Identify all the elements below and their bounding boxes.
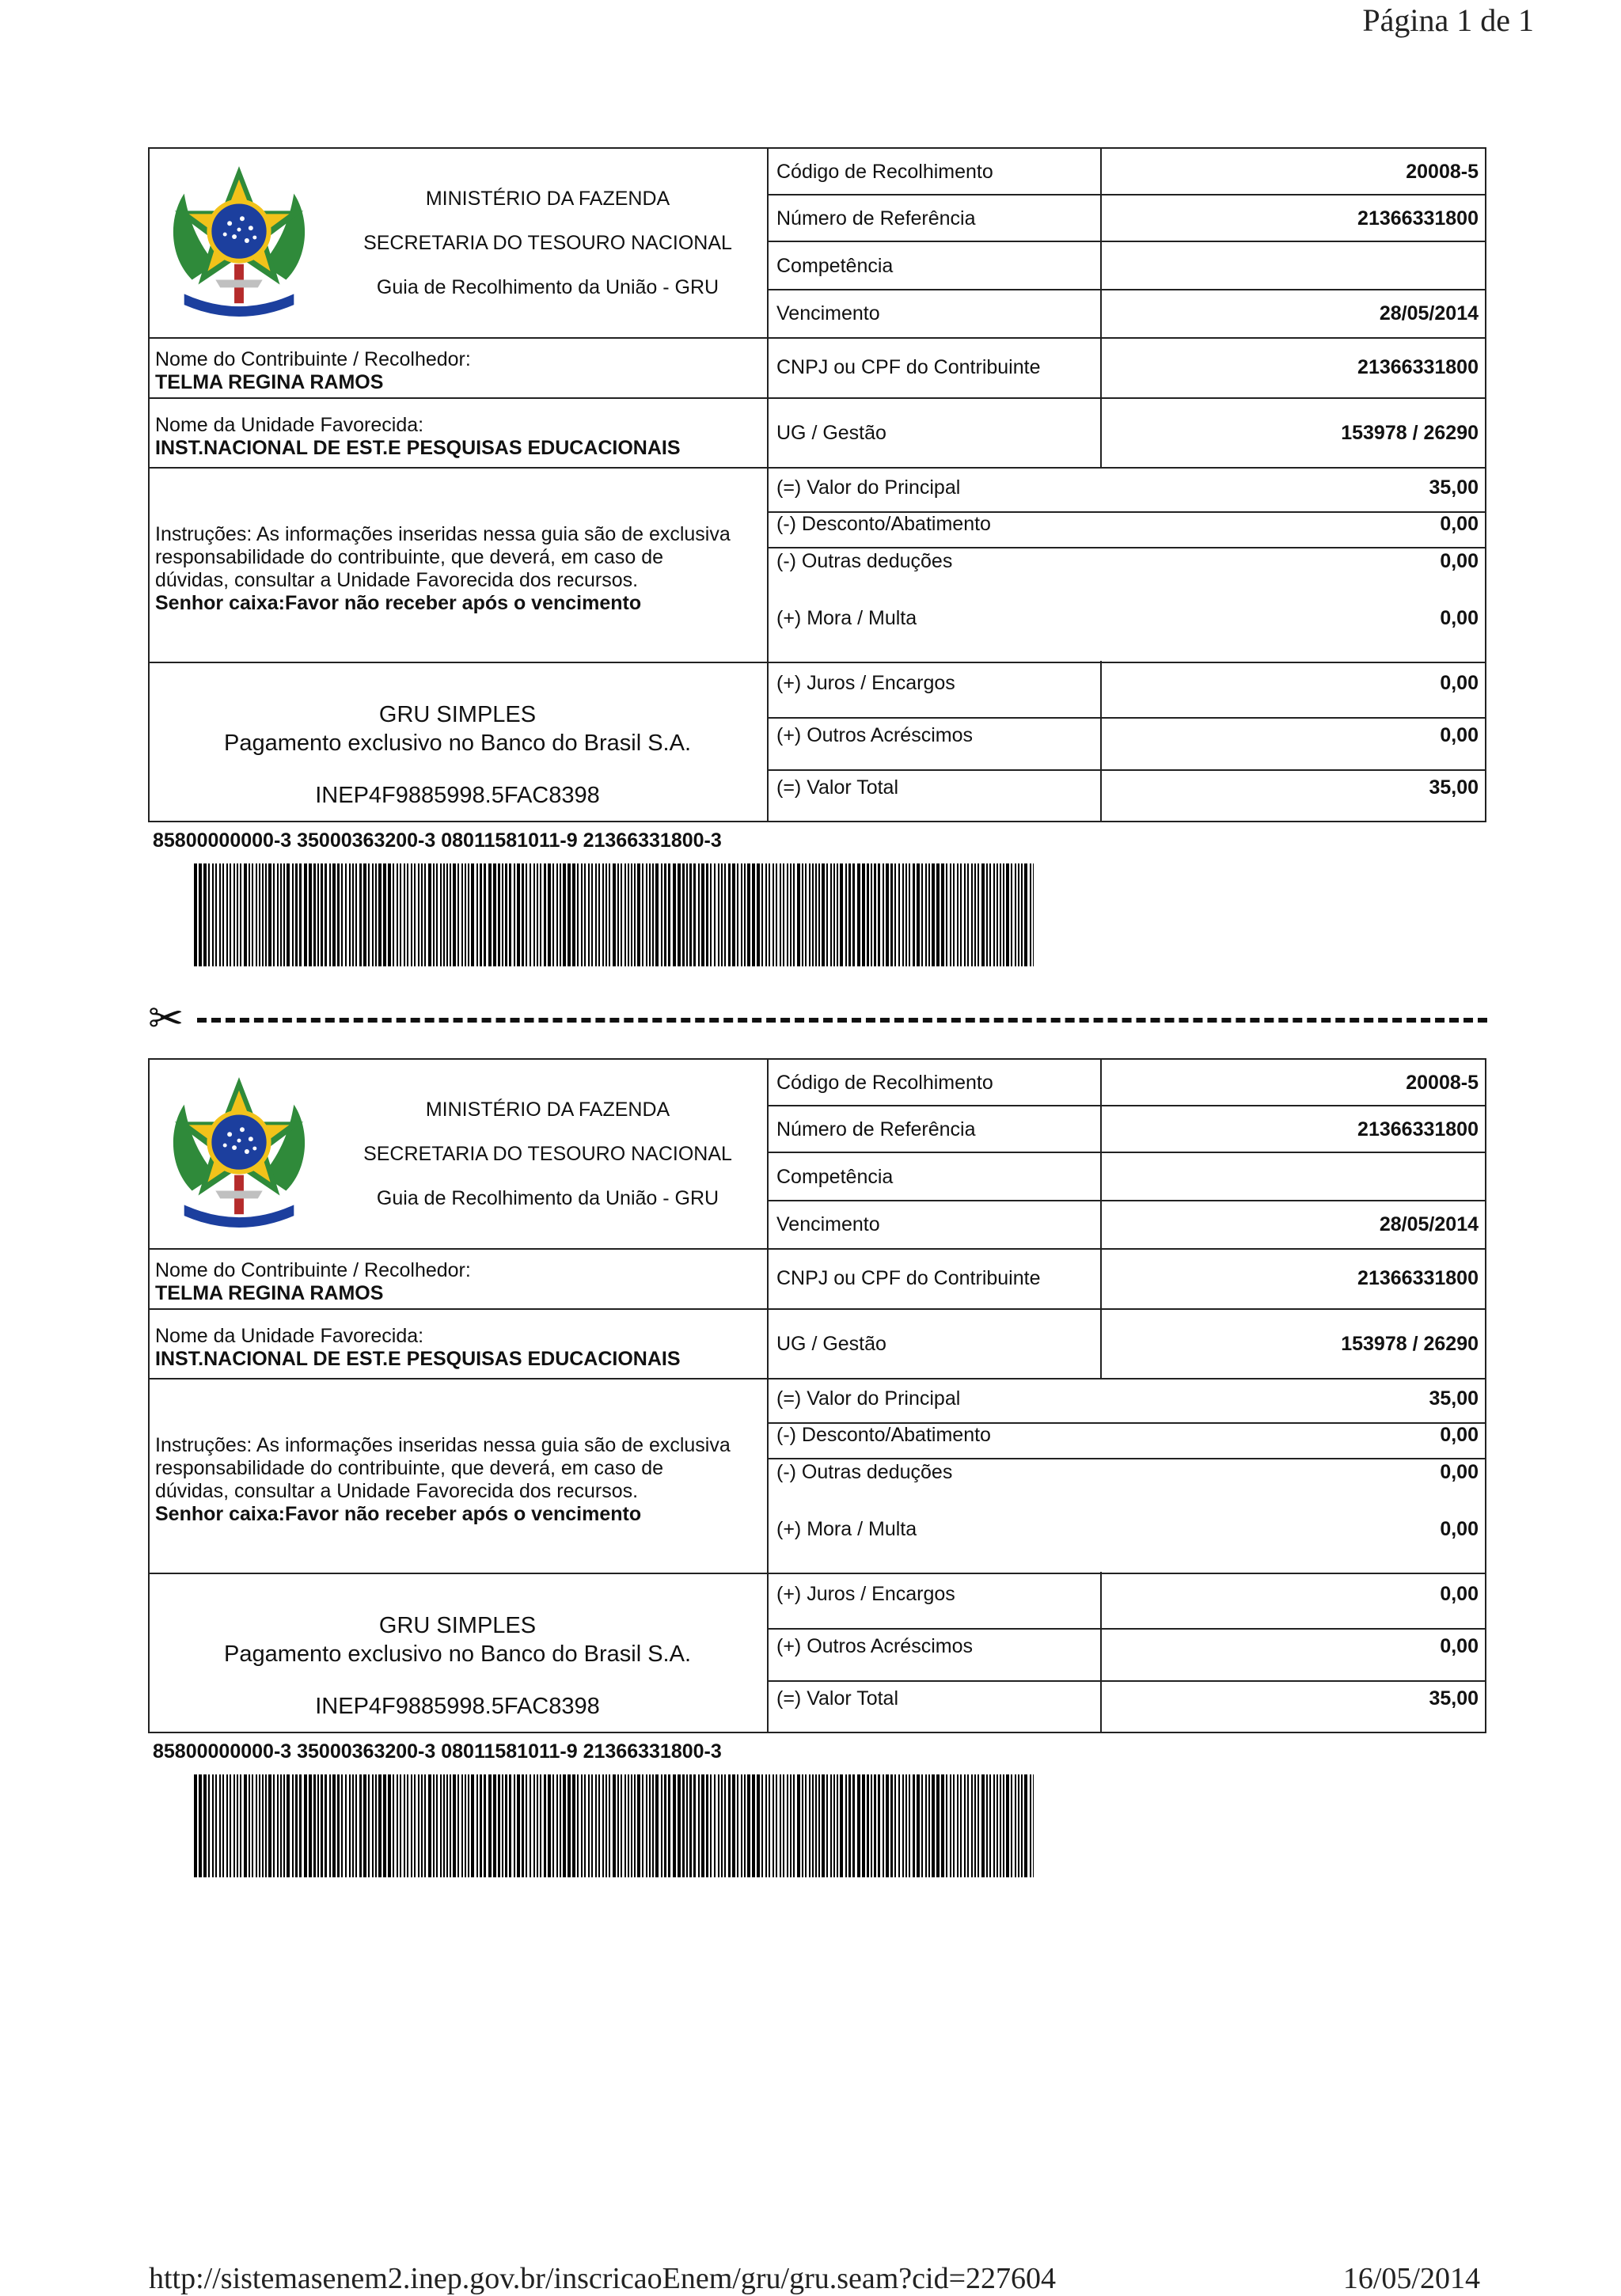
org-line-1: MINISTÉRIO DA FAZENDA <box>425 188 670 210</box>
total-value: 35,00 <box>1429 1687 1479 1710</box>
center-divider <box>767 147 769 822</box>
deducoes-label: (-) Outras deduções <box>776 550 953 572</box>
referencia-value: 21366331800 <box>1357 207 1479 230</box>
row-divider <box>767 1628 1486 1630</box>
org-line-2: SECRETARIA DO TESOURO NACIONAL <box>363 1143 732 1165</box>
referencia-label: Número de Referência <box>776 207 976 230</box>
row-divider <box>767 1105 1486 1106</box>
mora-value: 0,00 <box>1440 1518 1479 1540</box>
desconto-value: 0,00 <box>1440 513 1479 535</box>
contribuinte-label: Nome do Contribuinte / Recolhedor: <box>155 348 471 370</box>
row-divider <box>148 467 1486 469</box>
referencia-value: 21366331800 <box>1357 1118 1479 1140</box>
principal-label: (=) Valor do Principal <box>776 1387 961 1410</box>
unidade-label: Nome da Unidade Favorecida: <box>155 414 424 436</box>
codigo-value: 20008-5 <box>1406 161 1479 183</box>
juros-label: (+) Juros / Encargos <box>776 672 955 694</box>
page-counter: Página 1 de 1 <box>1362 2 1534 38</box>
competencia-label: Competência <box>776 1166 894 1188</box>
org-line-2: SECRETARIA DO TESOURO NACIONAL <box>363 232 732 254</box>
row-divider <box>767 717 1486 719</box>
mora-label: (+) Mora / Multa <box>776 607 917 629</box>
gru-banco: Pagamento exclusivo no Banco do Brasil S.A. <box>224 1641 691 1667</box>
deducoes-label: (-) Outras deduções <box>776 1461 953 1483</box>
juros-value: 0,00 <box>1440 1583 1479 1605</box>
deducoes-value: 0,00 <box>1440 1461 1479 1483</box>
principal-value: 35,00 <box>1429 1387 1479 1410</box>
row-divider <box>148 1378 1486 1379</box>
codigo-label: Código de Recolhimento <box>776 161 993 183</box>
instrucoes-caixa: Senhor caixa:Favor não receber após o vencimento <box>155 592 642 614</box>
cnpj-label: CNPJ ou CPF do Contribuinte <box>776 356 1041 378</box>
row-divider <box>148 1573 1486 1574</box>
instrucoes-caixa: Senhor caixa:Favor não receber após o vencimento <box>155 1503 642 1525</box>
contribuinte-label: Nome do Contribuinte / Recolhedor: <box>155 1259 471 1281</box>
instrucoes-line-1: Instruções: As informações inseridas nessa guia são de exclusiva <box>155 523 731 545</box>
desconto-label: (-) Desconto/Abatimento <box>776 513 991 535</box>
row-divider <box>767 194 1486 195</box>
acrescimos-value: 0,00 <box>1440 724 1479 746</box>
contribuinte-nome: TELMA REGINA RAMOS <box>155 371 384 393</box>
referencia-label: Número de Referência <box>776 1118 976 1140</box>
cnpj-value: 21366331800 <box>1357 1267 1479 1289</box>
codigo-value: 20008-5 <box>1406 1072 1479 1094</box>
total-value: 35,00 <box>1429 776 1479 799</box>
brazil-coat-of-arms-icon <box>161 161 317 320</box>
gru-guia-2 <box>148 1058 1486 1763</box>
juros-value: 0,00 <box>1440 672 1479 694</box>
ug-label: UG / Gestão <box>776 422 886 444</box>
ug-divider-fix <box>1100 419 1102 467</box>
row-divider <box>767 547 1486 548</box>
row-divider <box>767 1152 1486 1153</box>
barcode <box>194 863 1034 966</box>
barcode <box>194 1774 1034 1877</box>
vencimento-label: Vencimento <box>776 302 880 324</box>
cut-line <box>148 995 1490 1042</box>
desconto-label: (-) Desconto/Abatimento <box>776 1424 991 1446</box>
row-divider <box>767 289 1486 290</box>
cnpj-label: CNPJ ou CPF do Contribuinte <box>776 1267 1041 1289</box>
acrescimos-label: (+) Outros Acréscimos <box>776 724 973 746</box>
competencia-label: Competência <box>776 255 894 277</box>
instrucoes-line-3: dúvidas, consultar a Unidade Favorecida dos recursos. <box>155 1480 639 1502</box>
unidade-label: Nome da Unidade Favorecida: <box>155 1325 424 1347</box>
acrescimos-label: (+) Outros Acréscimos <box>776 1635 973 1657</box>
vencimento-value: 28/05/2014 <box>1379 1213 1479 1235</box>
vencimento-value: 28/05/2014 <box>1379 302 1479 324</box>
desconto-value: 0,00 <box>1440 1424 1479 1446</box>
principal-value: 35,00 <box>1429 476 1479 499</box>
total-label: (=) Valor Total <box>776 776 899 799</box>
instrucoes-line-2: responsabilidade do contribuinte, que deverá, em caso de <box>155 1457 664 1479</box>
value-divider-bottom <box>1100 661 1102 822</box>
footer-url: http://sistemasenem2.inep.gov.br/inscricaoEnem/gru/gru.seam?cid=227604 <box>149 2262 1057 2295</box>
vencimento-label: Vencimento <box>776 1213 880 1235</box>
org-line-3: Guia de Recolhimento da União - GRU <box>376 276 719 298</box>
row-divider <box>767 241 1486 242</box>
deducoes-value: 0,00 <box>1440 550 1479 572</box>
gru-codigo: INEP4F9885998.5FAC8398 <box>315 783 600 808</box>
ug-value: 153978 / 26290 <box>1341 422 1479 444</box>
contribuinte-nome: TELMA REGINA RAMOS <box>155 1282 384 1304</box>
center-divider <box>767 1058 769 1733</box>
gru-tipo: GRU SIMPLES <box>378 1613 537 1638</box>
ug-label: UG / Gestão <box>776 1333 886 1355</box>
acrescimos-value: 0,00 <box>1440 1635 1479 1657</box>
ug-divider-fix <box>1100 1330 1102 1378</box>
row-divider <box>767 769 1486 771</box>
row-divider <box>767 1200 1486 1201</box>
org-line-3: Guia de Recolhimento da União - GRU <box>376 1187 719 1209</box>
codigo-label: Código de Recolhimento <box>776 1072 993 1094</box>
instrucoes-line-2: responsabilidade do contribuinte, que deverá, em caso de <box>155 546 664 568</box>
value-divider-top <box>1100 147 1102 419</box>
linha-digitavel: 85800000000-3 35000363200-3 08011581011-9 21366331800-3 <box>153 1740 722 1763</box>
instrucoes-line-3: dúvidas, consultar a Unidade Favorecida dos recursos. <box>155 569 639 591</box>
row-divider <box>148 397 1486 399</box>
gru-codigo: INEP4F9885998.5FAC8398 <box>315 1694 600 1719</box>
gru-banco: Pagamento exclusivo no Banco do Brasil S.A. <box>224 731 691 756</box>
row-divider <box>148 1248 1486 1250</box>
footer-date: 16/05/2014 <box>1342 2262 1480 2295</box>
row-divider <box>148 337 1486 339</box>
unidade-nome: INST.NACIONAL DE EST.E PESQUISAS EDUCACIONAIS <box>155 437 681 459</box>
row-divider <box>148 1308 1486 1310</box>
juros-label: (+) Juros / Encargos <box>776 1583 955 1605</box>
unidade-nome: INST.NACIONAL DE EST.E PESQUISAS EDUCACIONAIS <box>155 1348 681 1370</box>
value-divider-top <box>1100 1058 1102 1330</box>
mora-label: (+) Mora / Multa <box>776 1518 917 1540</box>
dashed-cut-line <box>197 1018 1487 1023</box>
linha-digitavel: 85800000000-3 35000363200-3 08011581011-9 21366331800-3 <box>153 829 722 852</box>
row-divider <box>148 662 1486 663</box>
brazil-coat-of-arms-icon <box>161 1072 317 1231</box>
row-divider <box>767 1458 1486 1459</box>
scissors-icon: ✂ <box>148 995 184 1042</box>
row-divider <box>767 1680 1486 1682</box>
principal-label: (=) Valor do Principal <box>776 476 961 499</box>
instrucoes-line-1: Instruções: As informações inseridas nessa guia são de exclusiva <box>155 1434 731 1456</box>
mora-value: 0,00 <box>1440 607 1479 629</box>
org-line-1: MINISTÉRIO DA FAZENDA <box>425 1099 670 1121</box>
gru-tipo: GRU SIMPLES <box>378 702 537 727</box>
gru-guia-1 <box>148 147 1486 852</box>
cnpj-value: 21366331800 <box>1357 356 1479 378</box>
total-label: (=) Valor Total <box>776 1687 899 1710</box>
value-divider-bottom <box>1100 1572 1102 1733</box>
ug-value: 153978 / 26290 <box>1341 1333 1479 1355</box>
